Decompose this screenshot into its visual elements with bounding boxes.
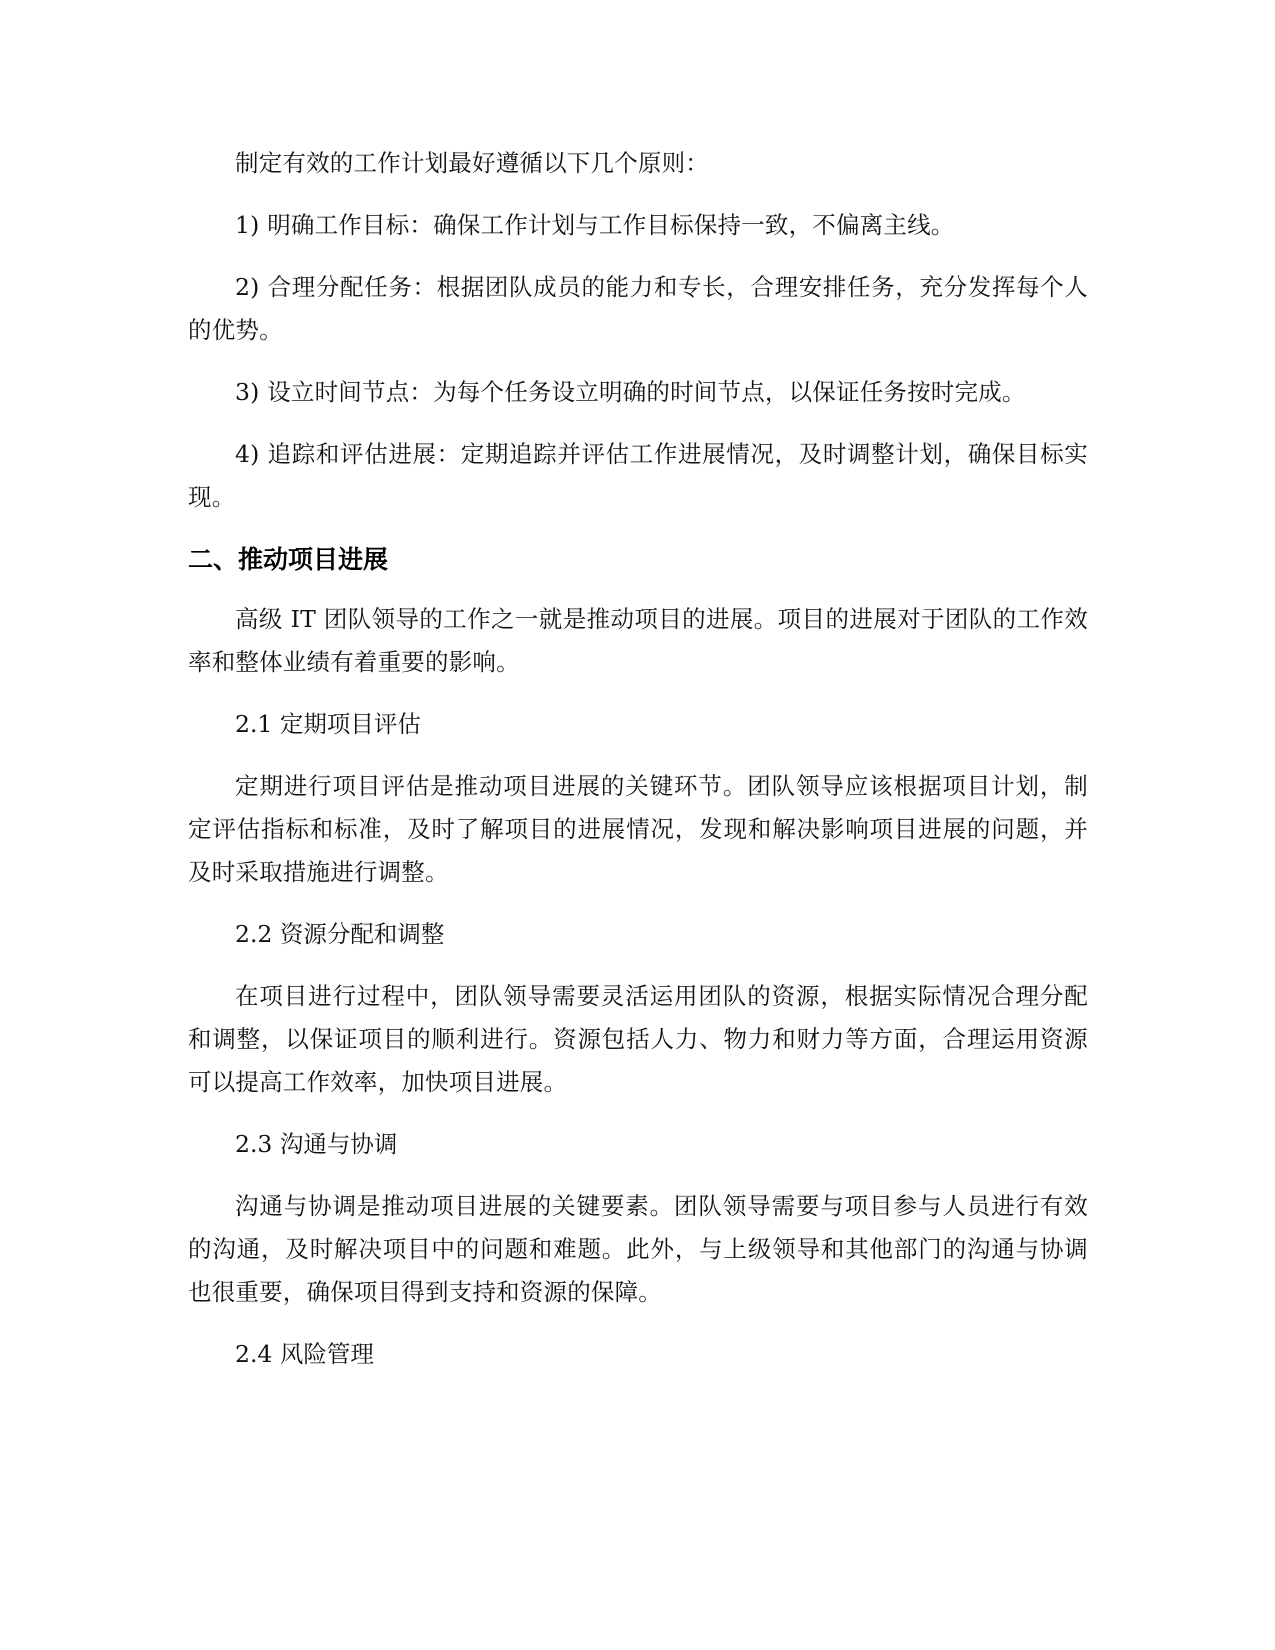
subsection-title: 2.1 定期项目评估 <box>235 710 421 738</box>
subsection-title: 2.4 风险管理 <box>235 1340 374 1368</box>
subsection-title: 2.2 资源分配和调整 <box>235 920 445 948</box>
section-heading: 二、推动项目进展 <box>188 545 389 574</box>
principle-2: 2) 合理分配任务：根据团队成员的能力和专长，合理安排任务，充分发挥每个人的优势。 <box>188 273 1088 344</box>
subsection-body: 沟通与协调是推动项目进展的关键要素。团队领导需要与项目参与人员进行有效的沟通，及时解决项目中的问题和难题。此外，与上级领导和其他部门的沟通与协调也很重要，确保项目得到支持和资源的保障。 <box>188 1192 1088 1306</box>
subsection-title: 2.3 沟通与协调 <box>235 1130 398 1158</box>
principle-1: 1) 明确工作目标：确保工作计划与工作目标保持一致，不偏离主线。 <box>235 211 955 239</box>
principle-3: 3) 设立时间节点：为每个任务设立明确的时间节点，以保证任务按时完成。 <box>235 378 1026 406</box>
principle-4: 4) 追踪和评估进展：定期追踪并评估工作进展情况，及时调整计划，确保目标实现。 <box>188 440 1088 511</box>
intro-paragraph: 制定有效的工作计划最好遵循以下几个原则： <box>235 149 709 177</box>
section-intro-paragraph: 高级 IT 团队领导的工作之一就是推动项目的进展。项目的进展对于团队的工作效率和整体业绩有着重要的影响。 <box>188 605 1088 676</box>
document-body <box>188 142 1088 1395</box>
subsection-body: 定期进行项目评估是推动项目进展的关键环节。团队领导应该根据项目计划，制定评估指标和标准，及时了解项目的进展情况，发现和解决影响项目进展的问题，并及时采取措施进行调整。 <box>188 772 1088 886</box>
subsection-body: 在项目进行过程中，团队领导需要灵活运用团队的资源，根据实际情况合理分配和调整，以保证项目的顺利进行。资源包括人力、物力和财力等方面，合理运用资源可以提高工作效率，加快项目进展。 <box>188 982 1088 1096</box>
